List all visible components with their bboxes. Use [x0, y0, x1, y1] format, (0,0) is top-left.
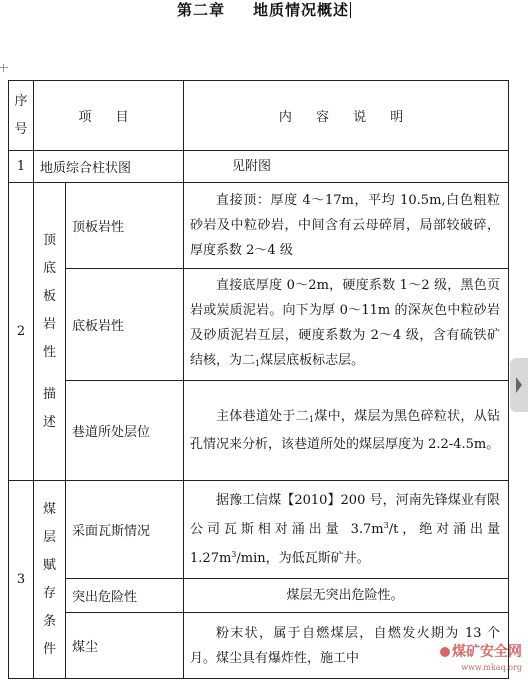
row-content: 见附图 [184, 151, 509, 183]
watermark-logo-icon [440, 647, 450, 657]
row-content: 煤层无突出危险性。 [184, 579, 509, 613]
header-index: 序 号 [9, 81, 34, 151]
table-row [9, 381, 509, 481]
header-content: 内 容 说 明 [184, 81, 509, 151]
row-subcategory: 煤尘 [66, 613, 184, 679]
row-subcategory: 底板岩性 [66, 269, 184, 381]
geology-table [8, 80, 509, 679]
row-subcategory: 顶板岩性 [66, 183, 184, 269]
row-subcategory: 采面瓦斯情况 [66, 481, 184, 579]
row-index: 3 [9, 481, 34, 679]
side-panel-toggle-button[interactable] [510, 358, 528, 412]
watermark-url: www.mkaq.org [461, 663, 522, 672]
header-item: 项 目 [34, 81, 184, 151]
site-watermark: 煤矿安全网 www.mkaq.org [440, 645, 522, 675]
row-category: 地质综合柱状图 [34, 151, 184, 183]
row-subcategory: 巷道所处层位 [66, 381, 184, 481]
row-content: 主体巷道处于二$_1$煤中，煤层为黑色碎粒状，从钻孔情况来分析，该巷道所处的煤层厚度为 2.2-4.5m。 [184, 381, 509, 481]
row-index: 1 [9, 151, 34, 183]
row-subcategory: 突出危险性 [66, 579, 184, 613]
table-row [9, 183, 509, 269]
row-index: 2 [9, 183, 34, 481]
table-row [9, 613, 509, 679]
row-content: 据豫工信煤【2010】200 号，河南先锋煤业有限公司瓦斯相对涌出量 $3.7m^3/t$，绝对涌出量 $1.27m^3/\min$，为低瓦斯矿井。 [184, 481, 509, 579]
text-cursor [350, 2, 351, 18]
group-label-coal-seam: 煤 层 赋 存 条 件 [34, 481, 66, 679]
row-content: 直接顶：厚度 4～17m，平均 10.5m,白色粗粒砂岩及中粒砂岩，中间含有云母碎屑，局部较破碎，厚度系数 2～4 级 [184, 183, 509, 269]
row-content: 粉末状，属于自燃煤层，自燃发火期为 13 个月。煤尘具有爆炸性，施工中 [184, 613, 509, 679]
table-row [9, 481, 509, 579]
row-content: 直接底厚度 0～2m，硬度系数 1～2 级，黑色页岩或炭质泥岩。向下为厚 0～11m 的深灰色中粒砂岩及砂质泥岩互层，硬度系数为 2～4 级，含有硫铁矿结核，为二$_1$煤层底板标志层。 [184, 269, 509, 381]
group-label-roof-floor: 顶 底 板 岩 性 描 述 [34, 183, 66, 481]
chapter-label: 第二章 [176, 1, 225, 19]
table-row [9, 151, 509, 183]
chapter-heading: 地质情况概述 [253, 1, 350, 19]
page-title [0, 0, 528, 20]
table-header-row [9, 81, 509, 151]
table-row [9, 269, 509, 381]
margin-marker [0, 64, 8, 72]
table-row [9, 579, 509, 613]
